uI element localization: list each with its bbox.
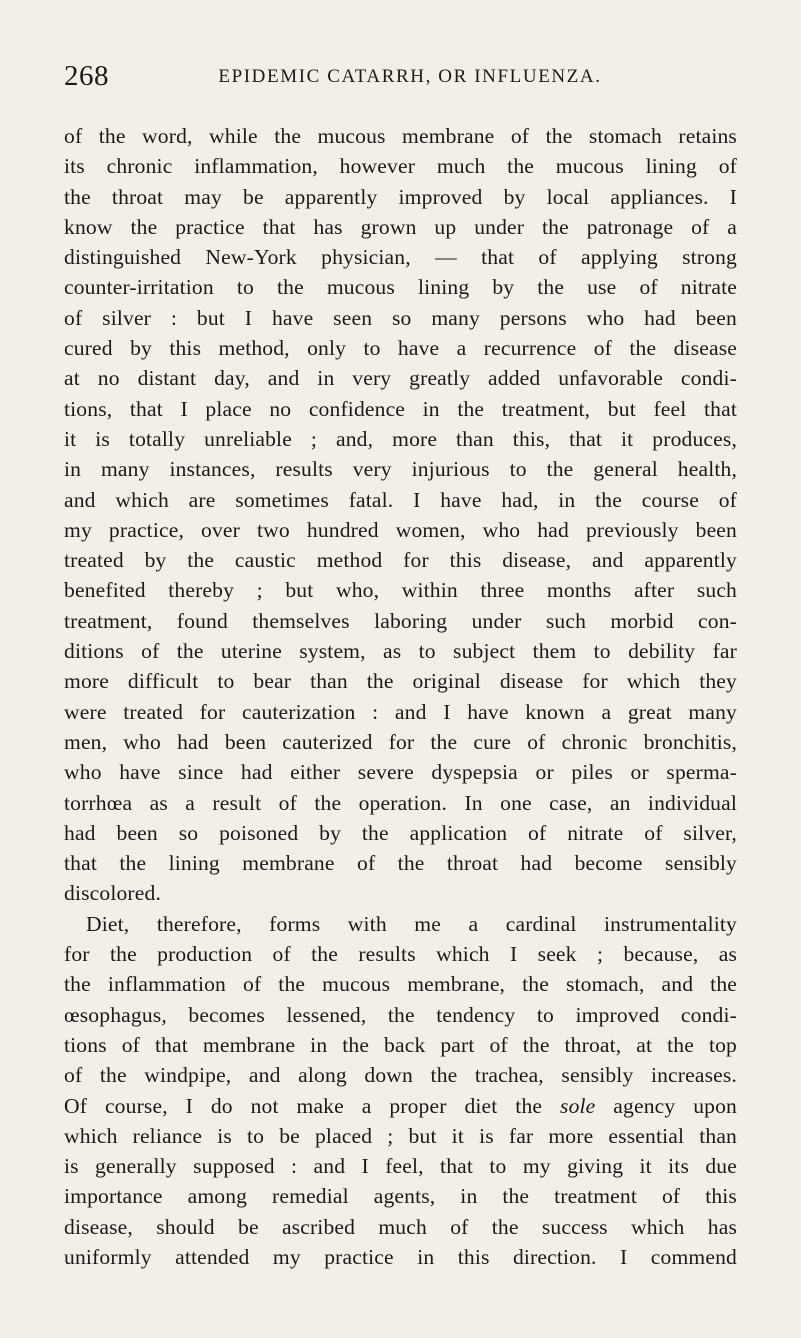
text-line [64, 1091, 737, 1121]
text-line: discolored. [64, 881, 161, 906]
text-segment: agency upon [613, 1093, 737, 1118]
text-line: in many instances, results very injurious to the general health, [64, 457, 737, 482]
text-line: uniformly attended my practice in this direction. I commend [64, 1244, 737, 1269]
text-segment: Of course, I do not make a proper diet the [64, 1093, 543, 1118]
text-line: for the production of the results which I seek ; because, as [64, 942, 737, 967]
text-line: cured by this method, only to have a recurrence of the disease [64, 336, 737, 361]
paragraph [64, 909, 737, 1273]
text-line: is generally supposed : and I feel, that to my giving it its due [64, 1154, 737, 1179]
text-line: at no distant day, and in very greatly added unfavorable condi- [64, 366, 737, 391]
text-line: tions of that membrane in the back part of the throat, at the top [64, 1032, 737, 1057]
text-line: more difficult to bear than the original disease for which they [64, 669, 737, 694]
text-line: of the word, while the mucous membrane of the stomach retains [64, 124, 737, 148]
text-line: treated by the caustic method for this disease, and apparently [64, 548, 737, 573]
text-line: which reliance is to be placed ; but it is far more essential than [64, 1123, 737, 1148]
text-line: torrhœa as a result of the operation. In one case, an individual [64, 790, 737, 815]
running-head [64, 60, 744, 94]
text-line: distinguished New-York physician, — that of applying strong [64, 245, 737, 270]
text-line: and which are sometimes fatal. I have had, in the course of [64, 487, 737, 512]
text-line: who have since had either severe dyspepsia or piles or sperma- [64, 760, 737, 785]
text-line: tions, that I place no confidence in the treatment, but feel that [64, 396, 737, 421]
text-line: the inflammation of the mucous membrane, the stomach, and the [64, 972, 737, 997]
text-line: treatment, found themselves laboring under such morbid con- [64, 608, 737, 633]
text-line: that the lining membrane of the throat had become sensibly [64, 851, 737, 876]
italic-emphasis: sole [560, 1093, 596, 1118]
text-line: counter-irritation to the mucous lining by the use of nitrate [64, 275, 737, 300]
text-line: disease, should be ascribed much of the success which has [64, 1214, 737, 1239]
text-line: benefited thereby ; but who, within three months after such [64, 578, 737, 603]
page-number: 268 [64, 60, 109, 92]
running-title: EPIDEMIC CATARRH, OR INFLUENZA. [218, 66, 602, 87]
text-line: of the windpipe, and along down the trachea, sensibly increases. [64, 1063, 737, 1088]
text-line: men, who had been cauterized for the cure of chronic bronchitis, [64, 729, 737, 754]
body-text [64, 121, 737, 1272]
text-line: had been so poisoned by the application of nitrate of silver, [64, 820, 737, 845]
paragraph [64, 121, 737, 909]
text-line: it is totally unreliable ; and, more than this, that it produces, [64, 426, 737, 451]
text-line: œsophagus, becomes lessened, the tendency to improved condi- [64, 1002, 737, 1027]
text-line: its chronic inflammation, however much the mucous lining of [64, 154, 737, 179]
text-line: the throat may be apparently improved by local appliances. I [64, 184, 737, 209]
text-line: know the practice that has grown up under the patronage of a [64, 214, 737, 239]
text-line: of silver : but I have seen so many persons who had been [64, 305, 737, 330]
text-line: were treated for cauterization : and I have known a great many [64, 699, 737, 724]
text-line: my practice, over two hundred women, who had previously been [64, 517, 737, 542]
text-line: Diet, therefore, forms with me a cardinal instrumentality [86, 911, 737, 936]
text-line: ditions of the uterine system, as to subject them to debility far [64, 639, 737, 664]
text-line: importance among remedial agents, in the treatment of this [64, 1184, 737, 1209]
